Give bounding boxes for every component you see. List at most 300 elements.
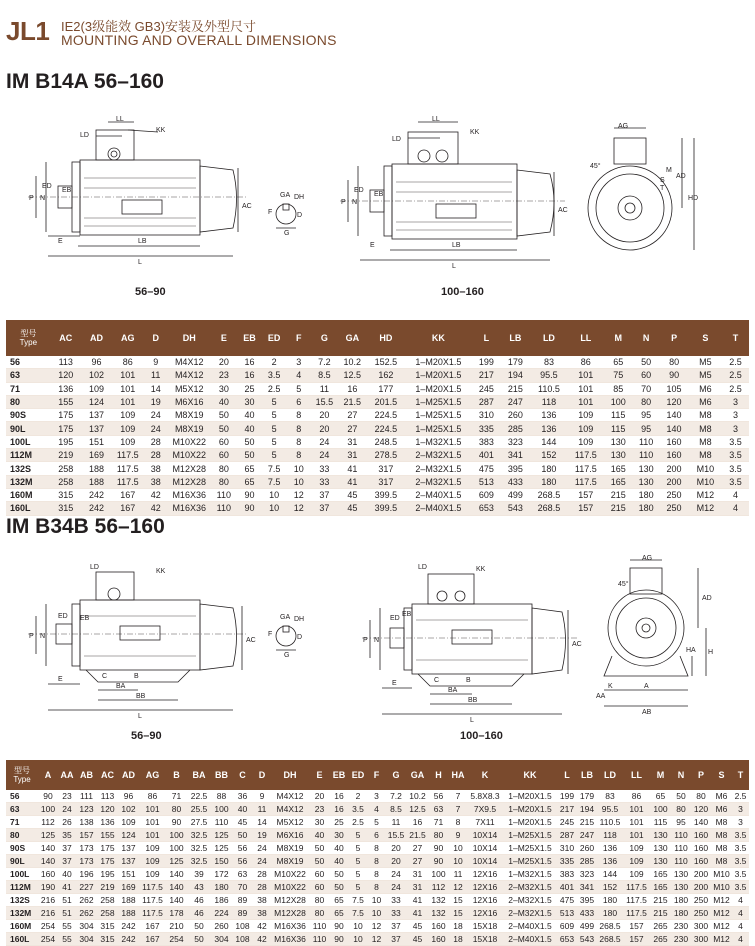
cell-a: 125 <box>38 829 58 842</box>
cell-eb: 40 <box>330 855 348 868</box>
label-e: E <box>370 242 375 249</box>
header-lb: LB <box>501 320 530 356</box>
cell-l: 199 <box>557 790 577 803</box>
label-bb: BB <box>468 697 478 704</box>
cell-ga: 10.2 <box>338 356 367 369</box>
cell-l: 199 <box>472 356 501 369</box>
cell-m: 65 <box>650 790 671 803</box>
header-ac: AC <box>97 760 118 790</box>
cell-l: 287 <box>472 395 501 408</box>
label-ld: LD <box>90 564 99 571</box>
cell-n: 230 <box>671 933 691 946</box>
cell-m: 165 <box>604 475 633 488</box>
cell-t: 3 <box>732 816 749 829</box>
cell-dh: M5X12 <box>271 816 309 829</box>
table-row <box>6 894 749 907</box>
cell-ld: 136 <box>597 855 623 868</box>
cell-ga: 31 <box>338 435 367 448</box>
cell-dh: M12X28 <box>271 907 309 920</box>
cell-ac: 175 <box>51 422 81 435</box>
cell-ad: 188 <box>118 907 139 920</box>
header-bb: BB <box>211 760 232 790</box>
cell-m: 100 <box>650 803 671 816</box>
cell-type: 80 <box>6 395 51 408</box>
label-angle: 45° <box>618 581 629 588</box>
header-lb: LB <box>577 760 597 790</box>
cell-ld: 144 <box>530 435 568 448</box>
cell-ed: 10 <box>262 502 287 515</box>
cell-kk: 1–M20X1.5 <box>503 816 557 829</box>
cell-bb: 172 <box>211 868 232 881</box>
cell-h: 132 <box>428 907 449 920</box>
cell-kk: 2–M32X1.5 <box>503 894 557 907</box>
cell-b: 140 <box>166 868 187 881</box>
cell-ll: 101 <box>623 816 650 829</box>
label-eb: EB <box>62 187 72 194</box>
cell-lb: 260 <box>577 842 597 855</box>
cell-m: 215 <box>650 907 671 920</box>
cell-t: 4 <box>732 894 749 907</box>
cell-p: 140 <box>691 816 711 829</box>
header-g: G <box>385 760 407 790</box>
cell-eb: 16 <box>330 803 348 816</box>
cell-ll: 117.5 <box>623 907 650 920</box>
cell-s: M8 <box>711 855 732 868</box>
cell-aa: 55 <box>58 933 76 946</box>
cell-ad: 96 <box>81 356 112 369</box>
cell-hd: 248.5 <box>367 435 405 448</box>
cell-s: M12 <box>711 920 732 933</box>
cell-t: 3 <box>732 803 749 816</box>
label-lb: LB <box>138 238 147 245</box>
label-c: C <box>434 677 440 684</box>
cell-p: 250 <box>691 894 711 907</box>
cell-d: 9 <box>143 356 168 369</box>
cell-p: 200 <box>691 868 711 881</box>
label-e: E <box>58 676 63 683</box>
cell-type: 100L <box>6 435 51 448</box>
cell-ag: 101 <box>112 369 143 382</box>
label-g: G <box>284 652 290 659</box>
cell-ha: 7 <box>449 803 467 816</box>
cell-ag: 101 <box>112 382 143 395</box>
cell-n: 180 <box>633 488 660 501</box>
cell-type: 90S <box>6 842 38 855</box>
cell-e: 30 <box>210 382 237 395</box>
cell-ag: 167 <box>139 933 166 946</box>
cell-l: 609 <box>557 920 577 933</box>
cell-type: 132M <box>6 475 51 488</box>
cell-ab: 173 <box>76 842 97 855</box>
cell-aa: 37 <box>58 842 76 855</box>
cell-n: 50 <box>633 356 660 369</box>
cell-ad: 124 <box>118 829 139 842</box>
table-header-row <box>6 760 749 790</box>
cell-b: 90 <box>166 816 187 829</box>
cell-ga: 45 <box>338 502 367 515</box>
cell-s: M12 <box>711 933 732 946</box>
cell-d: 24 <box>143 409 168 422</box>
cell-kk: 1–M20X1.5 <box>503 803 557 816</box>
cell-lb: 395 <box>577 894 597 907</box>
cell-eb: 25 <box>330 816 348 829</box>
cell-hd: 201.5 <box>367 395 405 408</box>
cell-e: 20 <box>309 790 330 803</box>
header-type: 型号 Type <box>6 760 38 790</box>
cell-aa: 40 <box>58 868 76 881</box>
cell-t: 3.5 <box>732 829 749 842</box>
cell-b: 140 <box>166 894 187 907</box>
cell-t: 3 <box>722 422 749 435</box>
section-title-b14a: IM B14A 56–160 <box>6 70 164 93</box>
cell-ag: 101 <box>139 829 166 842</box>
cell-h: 100 <box>428 868 449 881</box>
cell-hd: 224.5 <box>367 409 405 422</box>
cell-s: M10 <box>711 868 732 881</box>
cell-ag: 117.5 <box>112 475 143 488</box>
cell-kk: 2–M40X1.5 <box>405 502 472 515</box>
cell-ll: 117.5 <box>623 881 650 894</box>
cell-a: 216 <box>38 907 58 920</box>
cell-e: 23 <box>210 369 237 382</box>
label-ba: BA <box>448 687 458 694</box>
dimensions-table-b14a <box>6 320 749 516</box>
table-row <box>6 907 749 920</box>
cell-ed: 5 <box>262 449 287 462</box>
cell-hd: 162 <box>367 369 405 382</box>
cell-d: 9 <box>253 790 271 803</box>
cell-ga: 27 <box>407 842 428 855</box>
cell-d: 42 <box>143 502 168 515</box>
cell-f: 8 <box>368 881 385 894</box>
header-ll: LL <box>568 320 604 356</box>
header-ab: AB <box>76 760 97 790</box>
cell-a: 90 <box>38 790 58 803</box>
cell-p: 120 <box>691 803 711 816</box>
cell-c: 56 <box>232 842 253 855</box>
cell-m: 115 <box>650 816 671 829</box>
header-t: T <box>732 760 749 790</box>
label-n: N <box>352 199 358 206</box>
cell-ga: 45 <box>407 920 428 933</box>
cell-f: 4 <box>368 803 385 816</box>
cell-f: 12 <box>286 488 311 501</box>
cell-f: 8 <box>286 409 311 422</box>
cell-p: 300 <box>691 933 711 946</box>
cell-a: 216 <box>38 894 58 907</box>
cell-f: 10 <box>368 907 385 920</box>
label-p: P <box>363 637 368 644</box>
cell-bb: 304 <box>211 933 232 946</box>
cell-k: 15X18 <box>467 920 503 933</box>
cell-k: 12X16 <box>467 868 503 881</box>
cell-ba: 22.5 <box>187 790 211 803</box>
label-d: D <box>297 212 303 219</box>
dimensions-table-b34b <box>6 760 749 946</box>
cell-e: 60 <box>309 868 330 881</box>
cell-ll: 109 <box>623 842 650 855</box>
header-l: L <box>557 760 577 790</box>
table-row <box>6 881 749 894</box>
cell-lb: 543 <box>577 933 597 946</box>
cell-type: 90S <box>6 409 51 422</box>
cell-n: 110 <box>671 855 691 868</box>
label-kk: KK <box>156 127 166 134</box>
cell-ld: 110.5 <box>530 382 568 395</box>
cell-ed: 5 <box>262 422 287 435</box>
cell-s: M8 <box>711 829 732 842</box>
cell-f: 5 <box>286 382 311 395</box>
label-c: C <box>102 673 108 680</box>
table-body <box>6 356 749 515</box>
label-f: F <box>268 631 273 638</box>
cell-n: 95 <box>671 816 691 829</box>
label-hd: HD <box>688 195 699 202</box>
cell-ll: 117.5 <box>568 462 604 475</box>
label-p: P <box>341 199 346 206</box>
cell-p: 250 <box>660 488 689 501</box>
cell-lb: 285 <box>577 855 597 868</box>
cell-ld: 180 <box>530 475 568 488</box>
cell-dh: M8X19 <box>271 842 309 855</box>
label-d: D <box>297 634 303 641</box>
cell-aa: 35 <box>58 829 76 842</box>
cell-ed: 5 <box>348 829 368 842</box>
label-kk: KK <box>156 568 166 575</box>
cell-ac: 315 <box>51 488 81 501</box>
cell-d: 38 <box>253 907 271 920</box>
cell-ha: 10 <box>449 855 467 868</box>
cell-e: 60 <box>309 881 330 894</box>
cell-k: 12X16 <box>467 894 503 907</box>
cell-dh: M8X19 <box>168 409 210 422</box>
cell-ad: 109 <box>81 382 112 395</box>
cell-b: 210 <box>166 920 187 933</box>
cell-l: 217 <box>472 369 501 382</box>
cell-s: M8 <box>689 435 723 448</box>
cell-ed: 10 <box>348 933 368 946</box>
table-row <box>6 356 749 369</box>
cell-ed: 7.5 <box>262 475 287 488</box>
label-n: N <box>40 195 46 202</box>
cell-h: 132 <box>428 894 449 907</box>
cell-dh: M6X16 <box>168 395 210 408</box>
cell-ll: 157 <box>623 933 650 946</box>
cell-hd: 317 <box>367 475 405 488</box>
cell-s: M6 <box>689 395 723 408</box>
cell-ba: 50 <box>187 933 211 946</box>
header-aa: AA <box>58 760 76 790</box>
cell-g: 7.2 <box>385 790 407 803</box>
cell-eb: 30 <box>237 395 262 408</box>
cell-lb: 341 <box>577 881 597 894</box>
label-kk: KK <box>470 129 480 136</box>
header-dh: DH <box>168 320 210 356</box>
header-n: N <box>633 320 660 356</box>
cell-ld: 180 <box>530 462 568 475</box>
caption-b14a-small: 56–90 <box>135 286 166 298</box>
cell-f: 8 <box>286 422 311 435</box>
cell-ac: 175 <box>97 842 118 855</box>
cell-t: 3.5 <box>732 855 749 868</box>
cell-ed: 5 <box>348 868 368 881</box>
cell-d: 28 <box>143 435 168 448</box>
cell-type: 56 <box>6 790 38 803</box>
cell-dh: M6X16 <box>271 829 309 842</box>
cell-type: 160M <box>6 920 38 933</box>
table-row <box>6 790 749 803</box>
label-ll: LL <box>116 116 124 123</box>
cell-c: 45 <box>232 816 253 829</box>
cell-e: 80 <box>309 894 330 907</box>
cell-type: 112M <box>6 449 51 462</box>
cell-m: 215 <box>604 488 633 501</box>
cell-ag: 101 <box>139 816 166 829</box>
cell-b: 178 <box>166 907 187 920</box>
header-s: S <box>711 760 732 790</box>
table-row <box>6 920 749 933</box>
cell-p: 90 <box>660 369 689 382</box>
label-ag: AG <box>642 555 653 562</box>
header-type: 型号 Type <box>6 320 51 356</box>
label-b: B <box>466 677 471 684</box>
cell-e: 80 <box>309 907 330 920</box>
cell-s: M8 <box>689 422 723 435</box>
cell-ga: 27 <box>338 409 367 422</box>
label-ab: AB <box>642 709 652 716</box>
cell-h: 90 <box>428 842 449 855</box>
cell-ll: 109 <box>623 868 650 881</box>
cell-ad: 151 <box>81 435 112 448</box>
cell-bb: 125 <box>211 842 232 855</box>
drawing-b34b-end-view <box>594 556 719 716</box>
cell-a: 112 <box>38 816 58 829</box>
cell-aa: 26 <box>58 816 76 829</box>
cell-ld: 83 <box>530 356 568 369</box>
cell-dh: M10X22 <box>271 868 309 881</box>
cell-ab: 196 <box>76 868 97 881</box>
cell-dh: M4X12 <box>168 369 210 382</box>
cell-kk: 2–M32X1.5 <box>503 907 557 920</box>
table-row <box>6 868 749 881</box>
header-ll: LL <box>623 760 650 790</box>
cell-ld: 118 <box>530 395 568 408</box>
cell-ld: 180 <box>597 907 623 920</box>
cell-lb: 433 <box>577 907 597 920</box>
cell-h: 80 <box>428 829 449 842</box>
cell-t: 4 <box>732 920 749 933</box>
cell-l: 287 <box>557 829 577 842</box>
cell-m: 165 <box>604 462 633 475</box>
cell-eb: 16 <box>330 790 348 803</box>
cell-ag: 167 <box>112 502 143 515</box>
label-n: N <box>374 637 380 644</box>
cell-ha: 12 <box>449 881 467 894</box>
cell-p: 300 <box>691 920 711 933</box>
cell-type: 112M <box>6 881 38 894</box>
cell-lb: 179 <box>577 790 597 803</box>
cell-e: 50 <box>210 422 237 435</box>
cell-ba: 43 <box>187 881 211 894</box>
cell-eb: 65 <box>330 907 348 920</box>
cell-s: M5 <box>689 356 723 369</box>
header-l: L <box>472 320 501 356</box>
header-ga: GA <box>338 320 367 356</box>
header-ag: AG <box>112 320 143 356</box>
cell-ha: 18 <box>449 920 467 933</box>
cell-ga: 21.5 <box>338 395 367 408</box>
cell-e: 40 <box>210 395 237 408</box>
header-f: F <box>286 320 311 356</box>
table-row <box>6 462 749 475</box>
cell-bb: 100 <box>211 803 232 816</box>
cell-bb: 150 <box>211 855 232 868</box>
drawing-b14a-shaft-key <box>262 190 312 235</box>
cell-eb: 40 <box>237 409 262 422</box>
label-t: T <box>660 185 665 192</box>
cell-ad: 188 <box>81 475 112 488</box>
cell-ad: 151 <box>118 868 139 881</box>
cell-eb: 50 <box>237 449 262 462</box>
table-body <box>6 790 749 946</box>
cell-kk: 2–M32X1.5 <box>405 462 472 475</box>
cell-ab: 304 <box>76 933 97 946</box>
cell-ga: 21.5 <box>407 829 428 842</box>
label-ga: GA <box>280 614 291 621</box>
header-eb: EB <box>237 320 262 356</box>
cell-type: 160M <box>6 488 51 501</box>
cell-d: 38 <box>143 462 168 475</box>
cell-bb: 186 <box>211 894 232 907</box>
cell-ad: 124 <box>81 395 112 408</box>
cell-c: 70 <box>232 881 253 894</box>
cell-f: 4 <box>286 369 311 382</box>
cell-hd: 399.5 <box>367 502 405 515</box>
cell-e: 80 <box>210 475 237 488</box>
cell-t: 3 <box>722 409 749 422</box>
cell-k: 7X11 <box>467 816 503 829</box>
cell-ld: 136 <box>530 422 568 435</box>
header-g: G <box>311 320 338 356</box>
drawing-b14a-small <box>28 118 258 280</box>
cell-b: 254 <box>166 933 187 946</box>
cell-p: 120 <box>660 395 689 408</box>
header-ad: AD <box>118 760 139 790</box>
cell-ll: 117.5 <box>568 449 604 462</box>
table-row <box>6 409 749 422</box>
cell-ed: 2.5 <box>262 382 287 395</box>
cell-hd: 177 <box>367 382 405 395</box>
cell-a: 254 <box>38 933 58 946</box>
header-p: P <box>691 760 711 790</box>
cell-type: 71 <box>6 816 38 829</box>
caption-b14a-large: 100–160 <box>441 286 484 298</box>
cell-ad: 242 <box>118 933 139 946</box>
cell-t: 3.5 <box>722 435 749 448</box>
cell-type: 100L <box>6 868 38 881</box>
drawing-b14a-end-view <box>586 120 706 260</box>
cell-dh: M4X12 <box>271 803 309 816</box>
cell-ld: 118 <box>597 829 623 842</box>
cell-k: 10X14 <box>467 842 503 855</box>
cell-g: 37 <box>311 488 338 501</box>
label-ld: LD <box>418 564 427 571</box>
table-row <box>6 502 749 515</box>
cell-ld: 268.5 <box>530 488 568 501</box>
cell-dh: M8X19 <box>168 422 210 435</box>
cell-n: 110 <box>633 435 660 448</box>
cell-k: 15X18 <box>467 933 503 946</box>
